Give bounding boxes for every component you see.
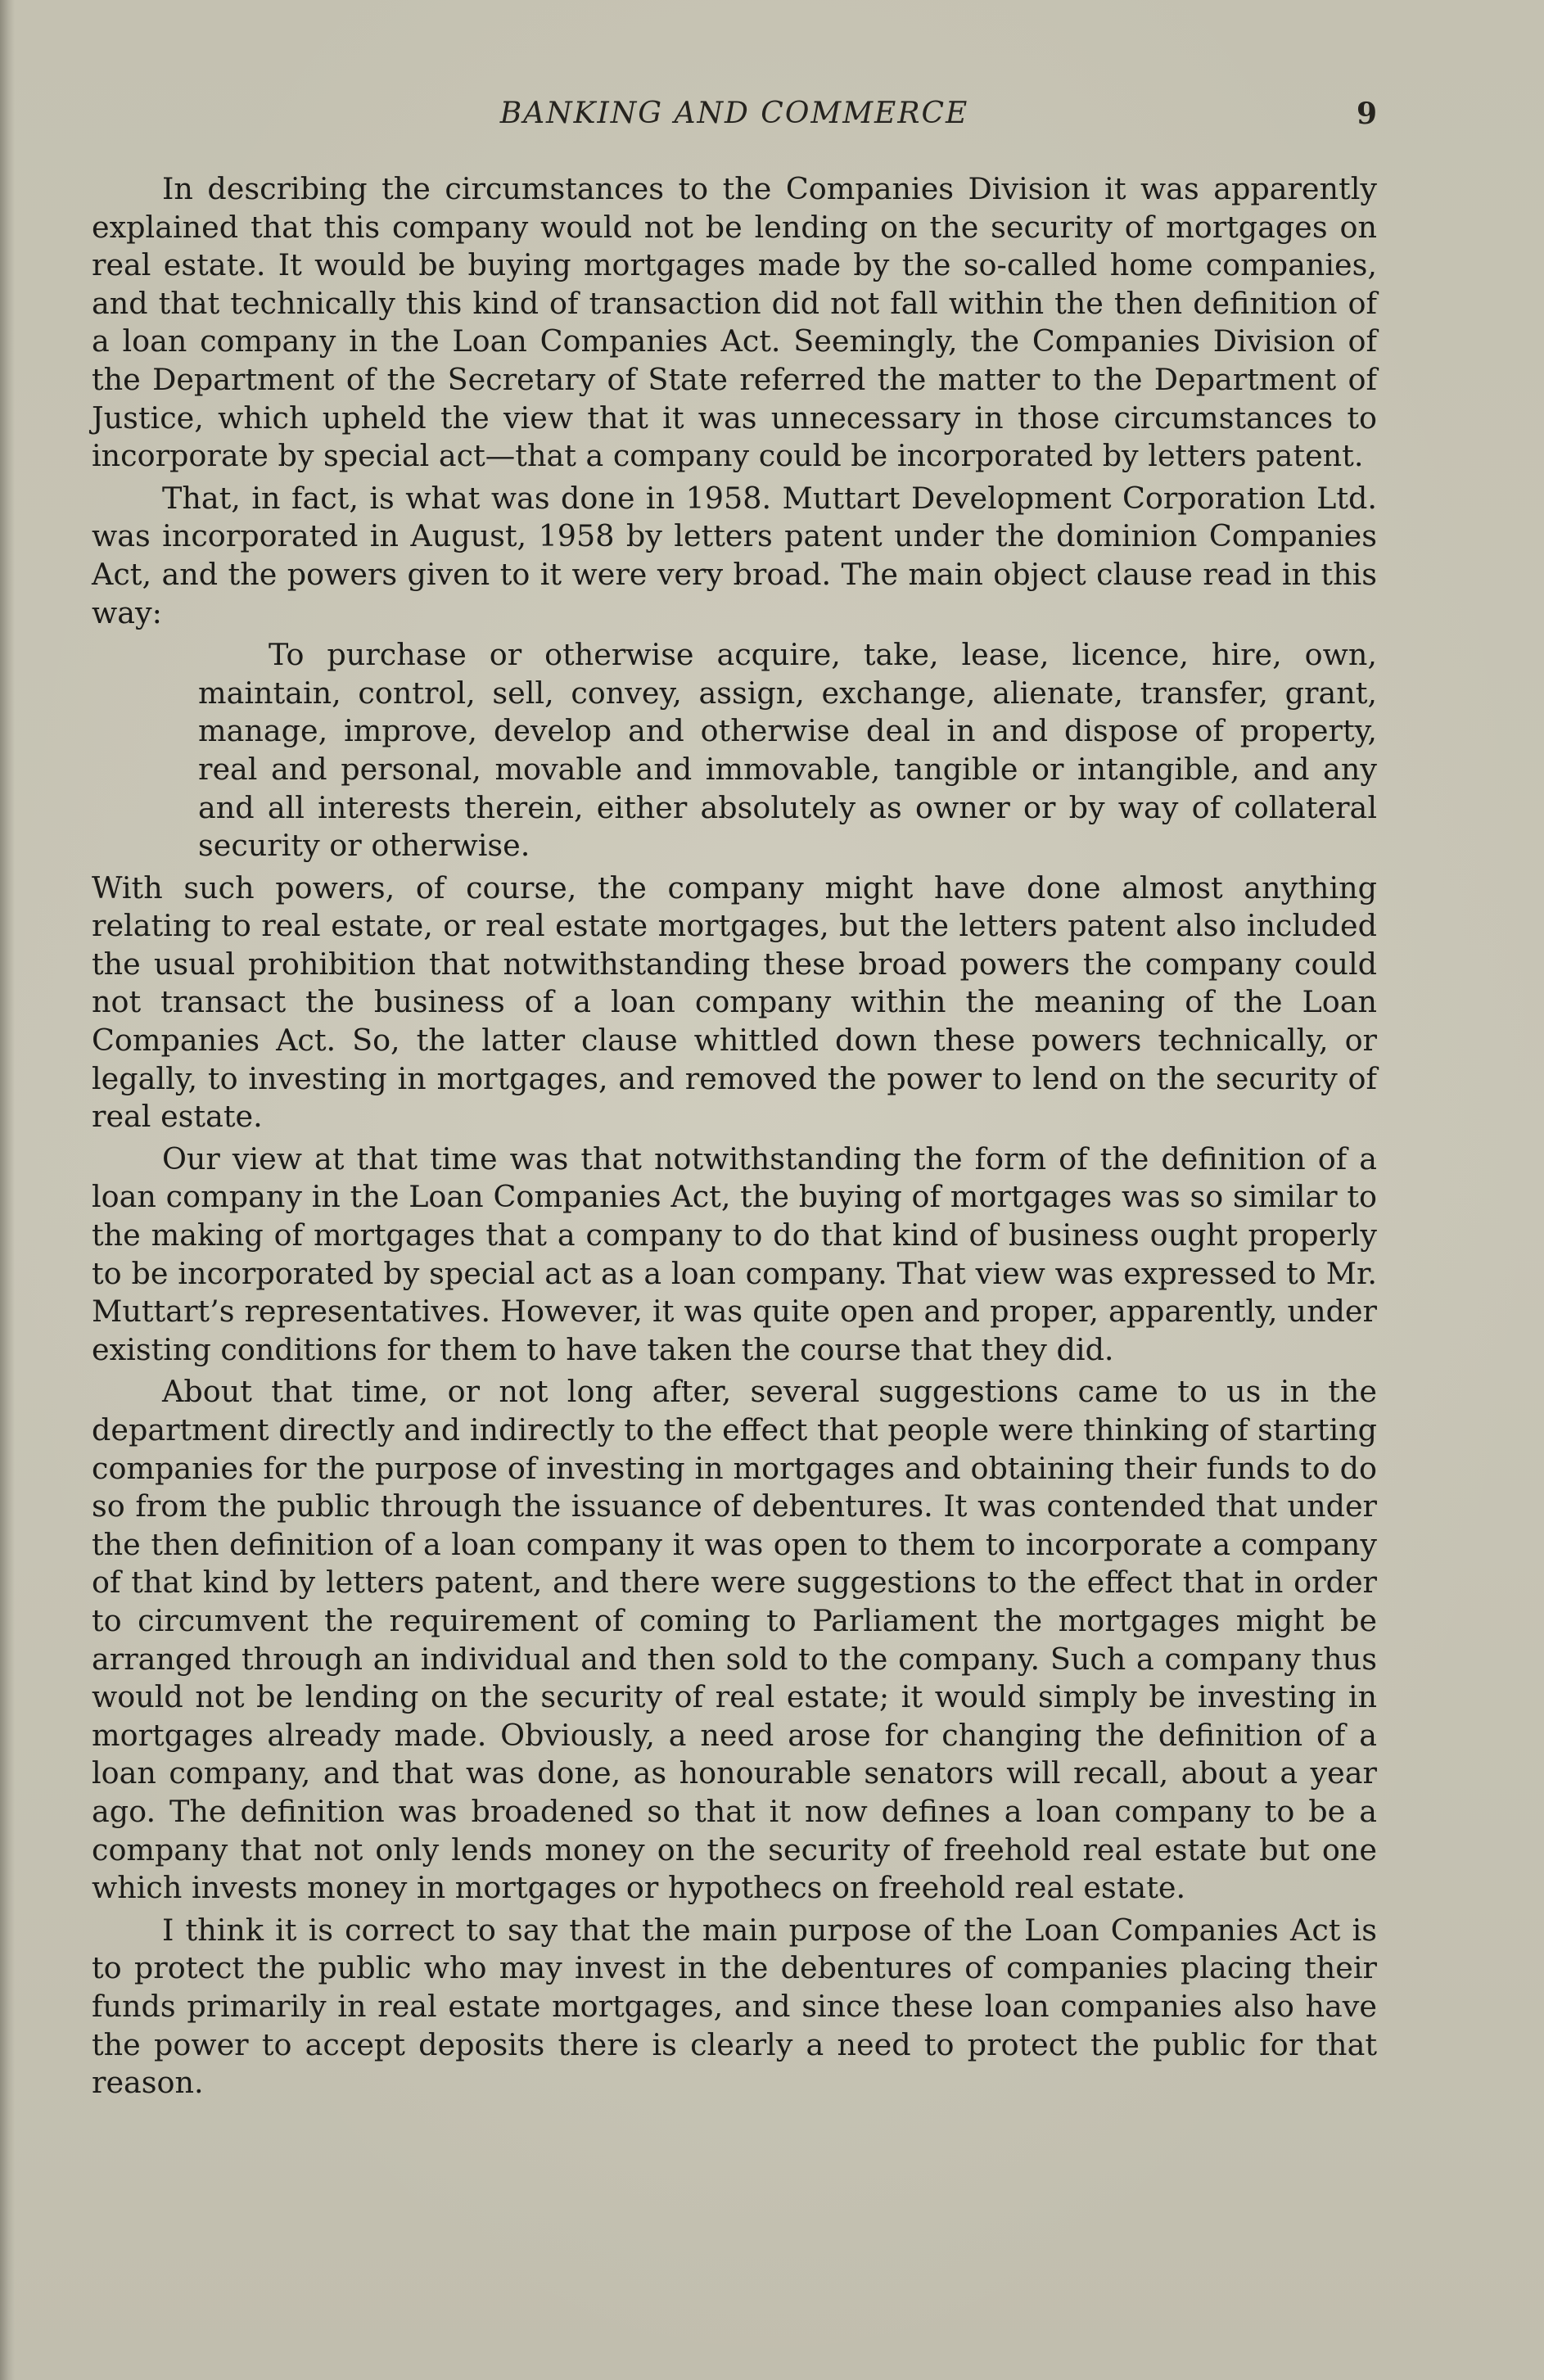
- paragraph-6: I think it is correct to say that the main purpose of the Loan Companies Act is to protect the public who may invest in the debentures of companies placing their funds primarily in real estate mortgages, and since these loan companies also have the power to accept deposits there is clearly a need to protect the public for that reason.: [92, 1912, 1377, 2101]
- quoted-object-clause: To purchase or otherwise acquire, take, lease, licence, hire, own, maintain, control, sell, convey, assign, exchange, alienate, transfer, grant, manage, improve, develop and otherwise deal in and dispose of property, real and personal, movable and immovable, tangible or intangible, and any and all interests therein, either absolutely as owner or by way of collateral security or otherwise.: [198, 637, 1377, 864]
- paragraph-5: About that time, or not long after, several suggestions came to us in the department directly and indirectly to the effect that people were thinking of starting companies for the purpose of investing in mortgages and obtaining their funds to do so from the public through the issuance of debentures. It was contended that under the then definition of a loan company it was open to them to incorporate a company of that kind by letters patent, and there were suggestions to the effect that in order to circumvent the requirement of coming to Parliament the mortgages might be arranged through an individual and then sold to the company. Such a company thus would not be lending on the security of real estate; it would simply be investing in mortgages already made. Obviously, a need arose for changing the definition of a loan company, and that was done, as honourable senators will recall, about a year ago. The definition was broadened so that it now defines a loan company to be a company that not only lends money on the security of freehold real estate but one which invests money in mortgages or hypothecs on freehold real estate.: [92, 1374, 1377, 1906]
- page-number: 9: [1356, 97, 1377, 131]
- binding-shadow: [0, 0, 15, 2380]
- body-text: [92, 170, 1377, 2107]
- paragraph-2: That, in fact, is what was done in 1958. Muttart Development Corporation Ltd. was incorporated in August, 1958 by letters patent under the dominion Companies Act, and the powers given to it were very broad. The main object clause read in this way:: [92, 480, 1377, 630]
- page-header: [92, 97, 1377, 146]
- running-head: BANKING AND COMMERCE: [499, 97, 969, 130]
- paragraph-4: Our view at that time was that notwithstanding the form of the definition of a loan company in the Loan Companies Act, the buying of mortgages was so similar to the making of mortgages that a company to do that kind of business ought properly to be incorporated by special act as a loan company. That view was expressed to Mr. Muttart’s representatives. However, it was quite open and proper, apparently, under existing conditions for them to have taken the course that they did.: [92, 1140, 1377, 1367]
- paragraph-1: In describing the circumstances to the Companies Division it was apparently explained that this company would not be lending on the security of mortgages on real estate. It would be buying mortgages made by the so-called home companies, and that technically this kind of transaction did not fall within the then definition of a loan company in the Loan Companies Act. Seemingly, the Companies Division of the Department of the Secretary of State referred the matter to the Department of Justice, which upheld the view that it was unnecessary in those circumstances to incorporate by special act—that a company could be incorporated by letters patent.: [92, 171, 1377, 474]
- paragraph-3: With such powers, of course, the company might have done almost anything relating to real estate, or real estate mortgages, but the letters patent also included the usual prohibition that notwithstanding these broad powers the company could not transact the business of a loan company within the meaning of the Loan Companies Act. So, the latter clause whittled down these powers technically, or legally, to investing in mortgages, and removed the power to lend on the security of real estate.: [92, 869, 1377, 1135]
